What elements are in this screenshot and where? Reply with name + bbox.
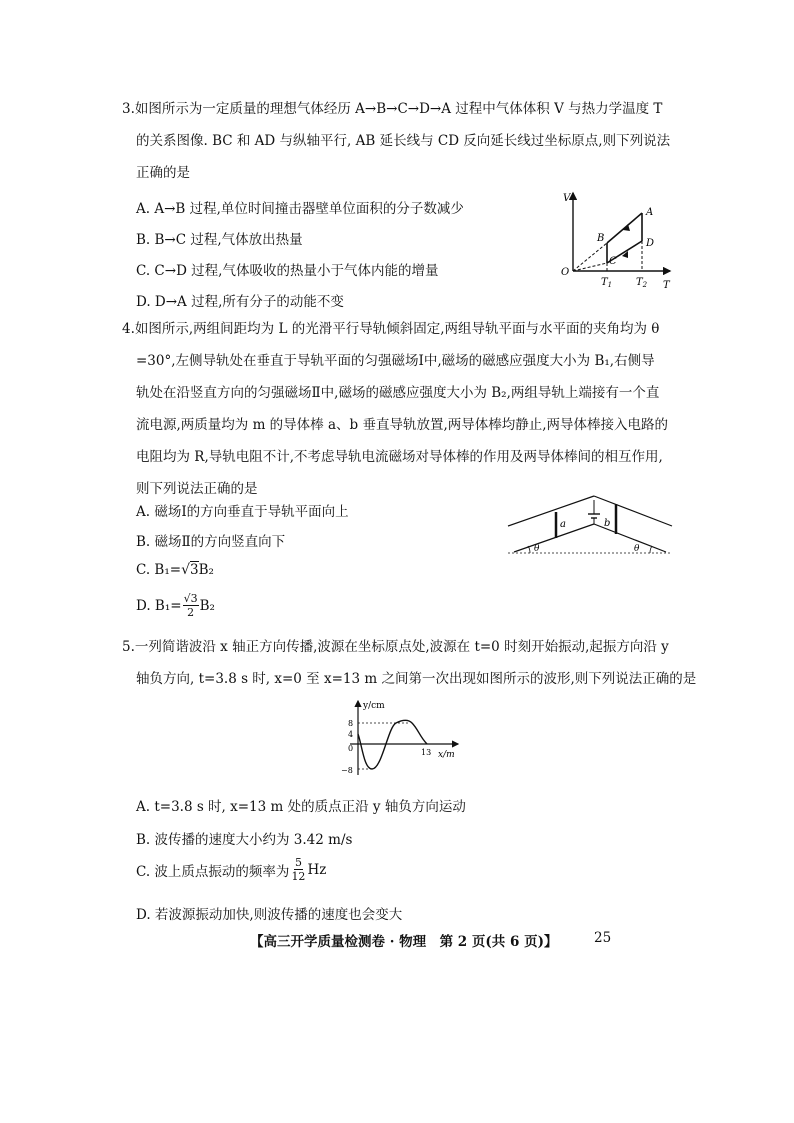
q4-stem-line-1: 4.如图所示,两组间距均为 L 的光滑平行导轨倾斜固定,两组导轨平面与水平面的夹角均为 θ <box>122 321 660 337</box>
page-footer-code: 25 <box>594 930 612 946</box>
angle-right-label: θ <box>634 544 640 554</box>
rod-b-label: b <box>604 518 611 529</box>
y-axis-label: y/cm <box>363 701 385 711</box>
q3-option-a: A. A→B 过程,单位时间撞击器壁单位面积的分子数减少 <box>136 201 464 217</box>
origin-label: O <box>561 267 570 278</box>
page-footer-title: 【高三开学质量检测卷 · 物理 第 2 页(共 6 页)】 <box>250 934 558 950</box>
q3-stem-line-3: 正确的是 <box>136 165 190 181</box>
tick-neg8: −8 <box>341 766 353 775</box>
wave-curve <box>358 720 427 769</box>
q4-stem-line-5: 电阻均为 R,导轨电阻不计,不考虑导轨电流磁场对导体棒的作用及两导体棒间的相互作用, <box>136 449 663 465</box>
fraction: 5 12 <box>291 856 306 883</box>
point-b-label: B <box>597 233 605 244</box>
tick-13: 13 <box>421 748 432 757</box>
q4-option-a: A. 磁场Ⅰ的方向垂直于导轨平面向上 <box>136 504 349 520</box>
q5-option-a: A. t=3.8 s 时, x=13 m 处的质点正沿 y 轴负方向运动 <box>136 799 466 815</box>
q5-option-b: B. 波传播的速度大小约为 3.42 m/s <box>136 832 353 848</box>
q3-stem-line-1: 3.如图所示为一定质量的理想气体经历 A→B→C→D→A 过程中气体体积 V 与热力学温度 T <box>122 101 663 117</box>
q3-stem-line-2: 的关系图像. BC 和 AD 与纵轴平行, AB 延长线与 CD 反向延长线过坐标原点,则下列说法 <box>136 133 671 149</box>
tick-8: 8 <box>348 719 354 728</box>
q4-option-b: B. 磁场Ⅱ的方向竖直向下 <box>136 534 286 550</box>
q5-option-d: D. 若波源振动加快,则波传播的速度也会变大 <box>136 907 403 923</box>
q3-option-b: B. B→C 过程,气体放出热量 <box>136 232 303 248</box>
point-a-label: A <box>646 207 654 218</box>
t-axis-label: T <box>663 280 670 291</box>
t1-label: $T_1$ <box>601 277 613 289</box>
sqrt-sign: √ <box>181 562 190 578</box>
q4-stem-line-3: 轨处在沿竖直方向的匀强磁场Ⅱ中,磁场的磁感应强度大小为 B₂,两组导轨上端接有一个直 <box>136 385 660 401</box>
q5-option-c: C. 波上质点振动的频率为 5 12 Hz <box>136 856 327 883</box>
angle-left-label: θ <box>534 544 540 554</box>
q4-option-d: D. B₁= $\frac{√3}{2}$ B₂ <box>136 592 215 619</box>
q4-stem-line-2: =30°,左侧导轨处在垂直于导轨平面的匀强磁场Ⅰ中,磁场的磁感应强度大小为 B₁,右侧导 <box>136 353 655 369</box>
point-d-label: D <box>646 238 655 249</box>
v-axis-label: V <box>563 193 571 204</box>
point-c-label: C <box>609 256 617 267</box>
q5-stem-line-1: 5.一列简谐波沿 x 轴正方向传播,波源在坐标原点处,波源在 t=0 时刻开始振动,起振方向沿 y <box>122 639 669 655</box>
t2-label: $T_2$ <box>636 277 648 289</box>
path-ab <box>607 213 642 243</box>
x-axis-label: x/m <box>438 750 455 760</box>
q3-option-d: D. D→A 过程,所有分子的动能不变 <box>136 294 344 310</box>
q3-option-c: C. C→D 过程,气体吸收的热量小于气体内能的增量 <box>136 263 439 279</box>
q4-stem-line-4: 流电源,两质量均为 m 的导体棒 a、b 垂直导轨放置,两导体棒均静止,两导体棒接入电路的 <box>136 417 669 433</box>
q4-option-c: C. B₁=√3B₂ <box>136 562 214 578</box>
q4-stem-line-6: 则下列说法正确的是 <box>136 481 258 497</box>
rod-a-label: a <box>560 519 566 530</box>
fraction: $\frac{√3}{2}$ <box>183 592 198 619</box>
q5-stem-line-2: 轴负方向, t=3.8 s 时, x=0 至 x=13 m 之间第一次出现如图所示的波形,则下列说法正确的是 <box>136 671 697 687</box>
q3-vt-graph <box>555 185 675 295</box>
tick-4: 4 <box>348 730 354 739</box>
q4-rails-figure <box>500 490 680 560</box>
q5-wave-graph <box>330 697 470 779</box>
tick-0: 0 <box>348 744 354 753</box>
